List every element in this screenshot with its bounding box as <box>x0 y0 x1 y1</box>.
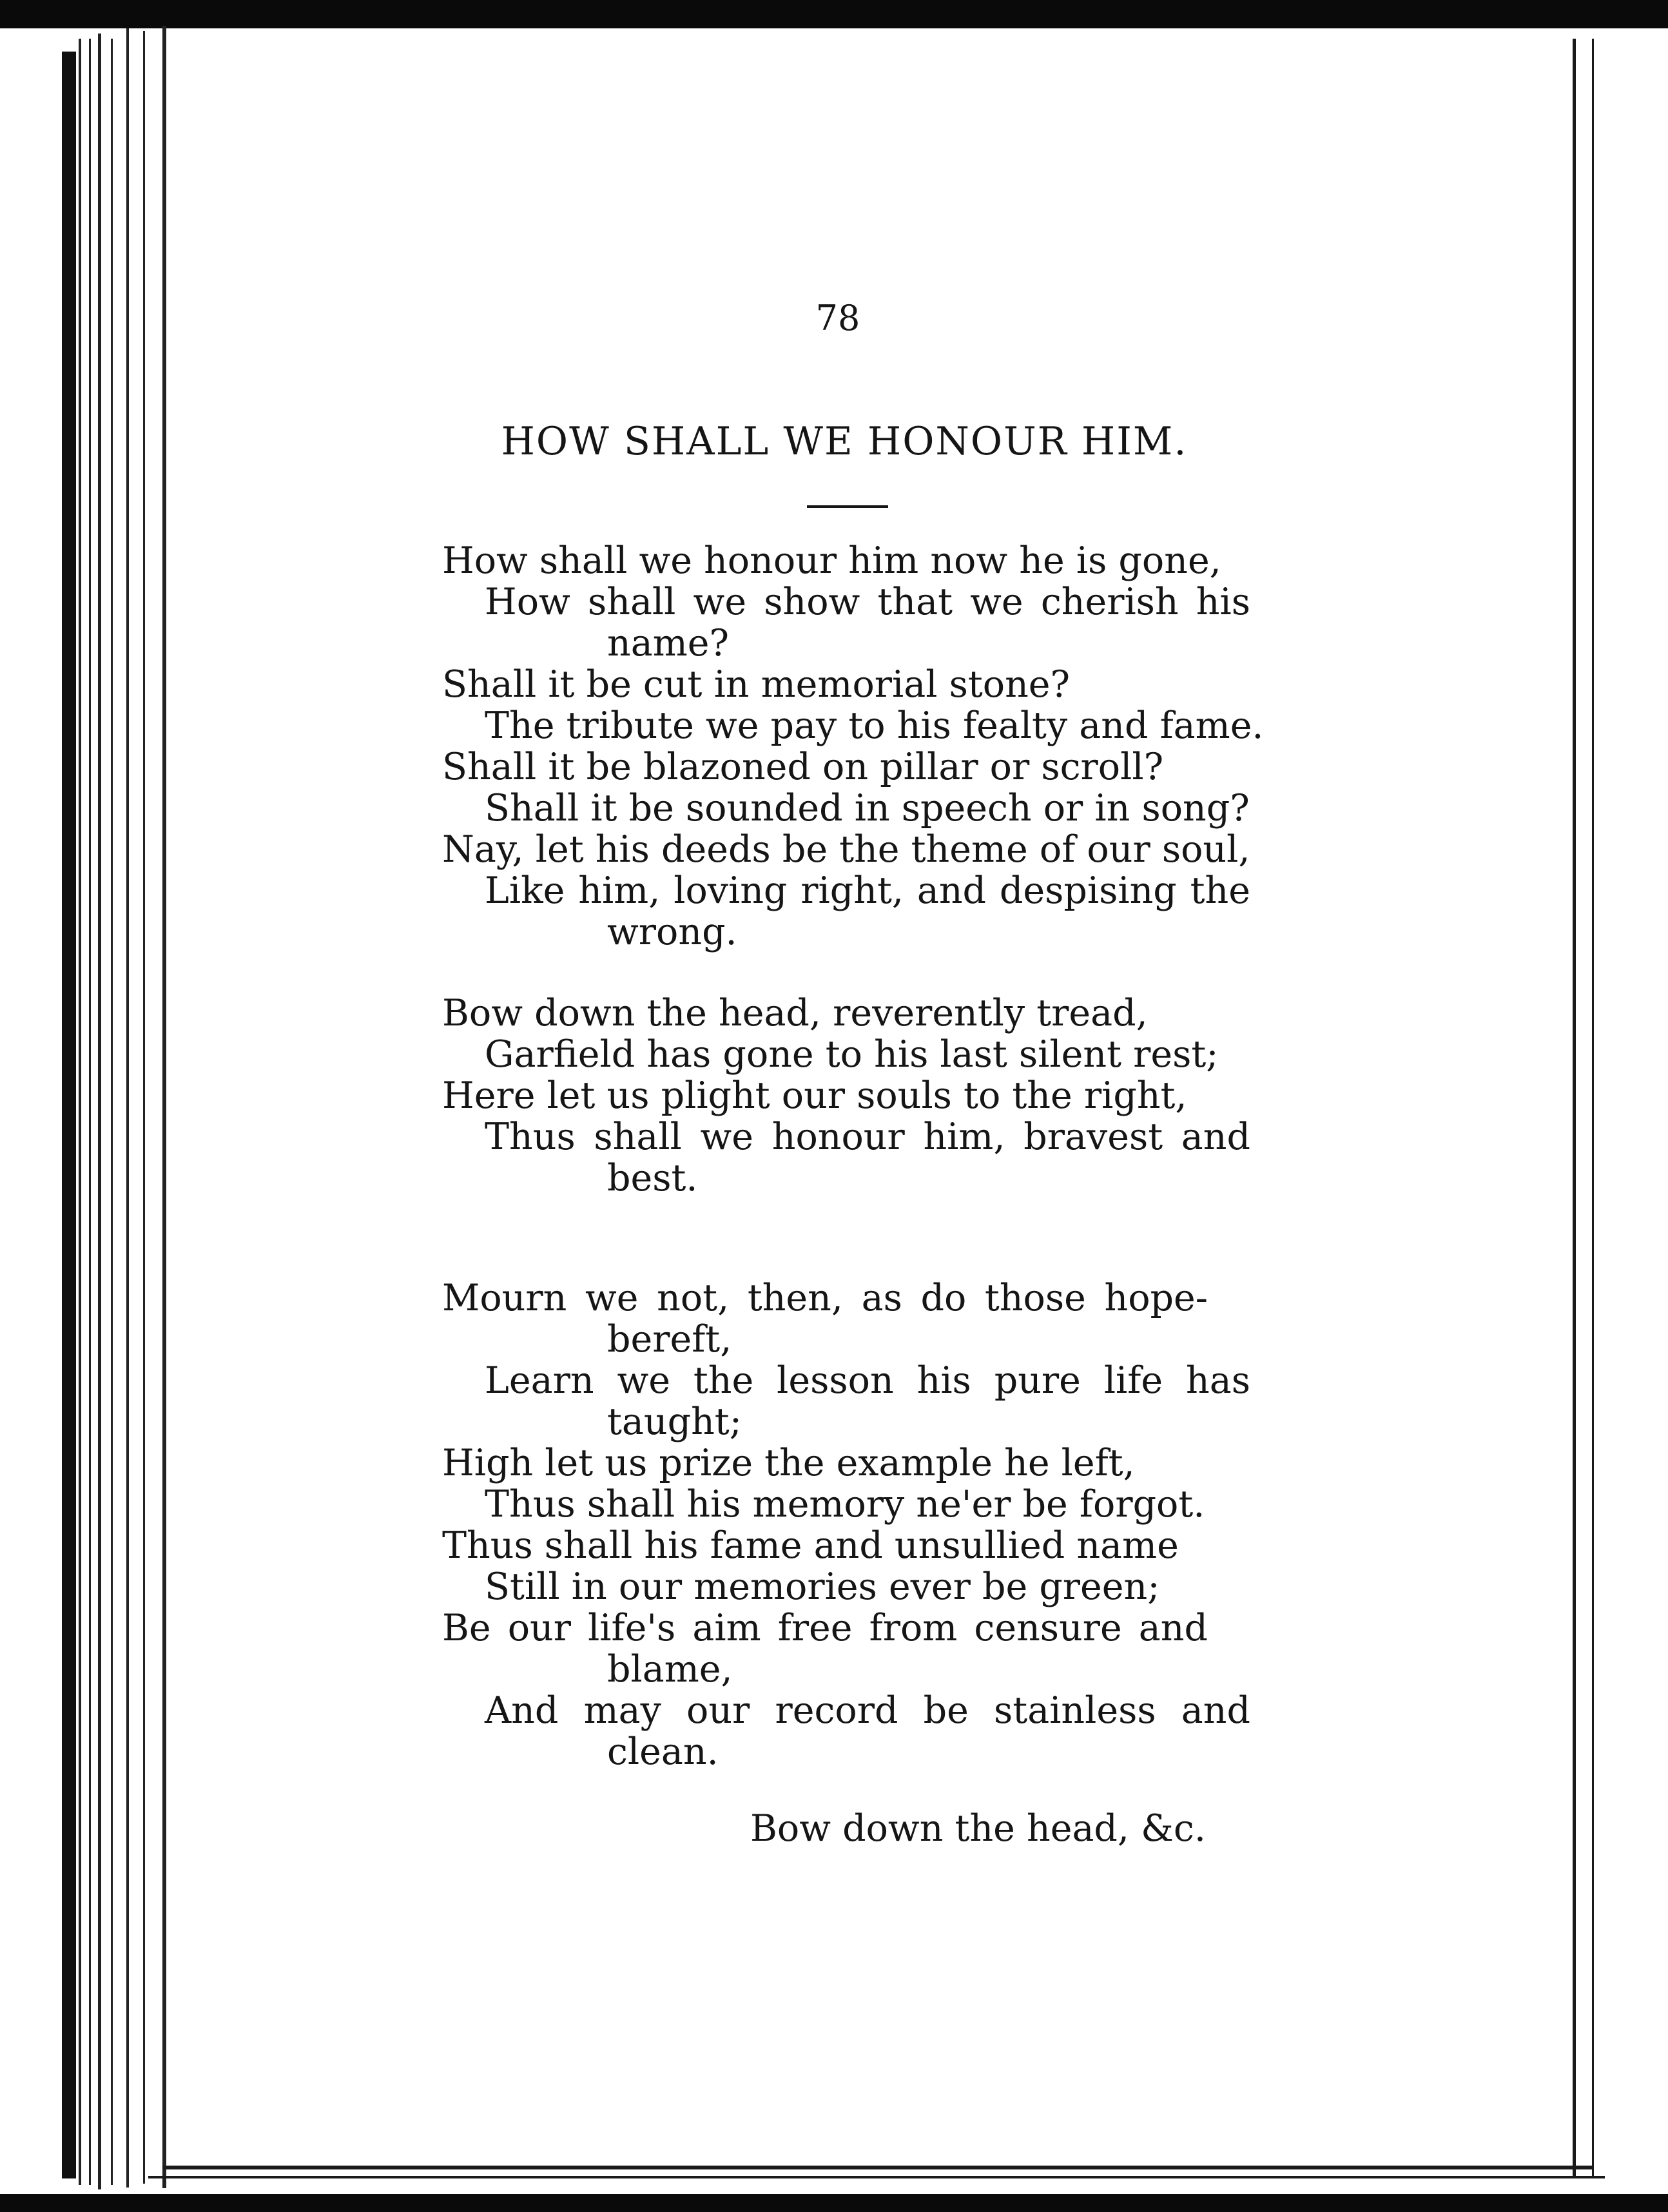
poem-line: Here let us plight our souls to the right, <box>442 1074 1187 1117</box>
poem-line: Shall it be sounded in speech or in song? <box>485 787 1250 830</box>
poem-line: Thus shall his memory ne'er be forgot. <box>485 1483 1205 1526</box>
poem-line: best. <box>607 1157 698 1199</box>
title-rule <box>807 505 888 508</box>
poem-line: Learn we the lesson his pure life has <box>485 1359 1250 1402</box>
poem-line: Bow down the head, reverently tread, <box>442 992 1148 1034</box>
poem-line: Be our life's aim free from censure and <box>442 1607 1208 1649</box>
poem-line: And may our record be stainless and <box>485 1689 1250 1732</box>
poem-line: Still in our memories ever be green; <box>485 1566 1160 1608</box>
poem-line: Nay, let his deeds be the theme of our soul, <box>442 828 1250 871</box>
poem-title: HOW SHALL WE HONOUR HIM. <box>501 419 1188 464</box>
poem-line: clean. <box>607 1731 719 1773</box>
poem-line: Shall it be cut in memorial stone? <box>442 663 1071 706</box>
poem-line: name? <box>607 622 730 665</box>
poem-line: taught; <box>607 1401 742 1443</box>
poem-line: Garfield has gone to his last silent rest; <box>485 1033 1219 1076</box>
page-number: 78 <box>815 298 860 338</box>
poem-line: blame, <box>607 1648 733 1691</box>
poem-line: Thus shall his fame and unsullied name <box>442 1524 1179 1567</box>
poem-line: Mourn we not, then, as do those hope- <box>442 1277 1208 1319</box>
poem-line: Thus shall we honour him, bravest and <box>485 1116 1250 1158</box>
poem-line: Like him, loving right, and despising the <box>485 869 1250 912</box>
poem-line: The tribute we pay to his fealty and fame. <box>485 704 1264 747</box>
poem-line: bereft, <box>607 1318 732 1361</box>
poem-line: Shall it be blazoned on pillar or scroll? <box>442 746 1164 788</box>
poem-line: wrong. <box>607 911 737 953</box>
poem-line: How shall we honour him now he is gone, <box>442 539 1221 582</box>
poem-line: High let us prize the example he left, <box>442 1442 1135 1484</box>
poem-line: How shall we show that we cherish his <box>485 581 1250 623</box>
refrain-line: Bow down the head, &c. <box>750 1807 1206 1850</box>
